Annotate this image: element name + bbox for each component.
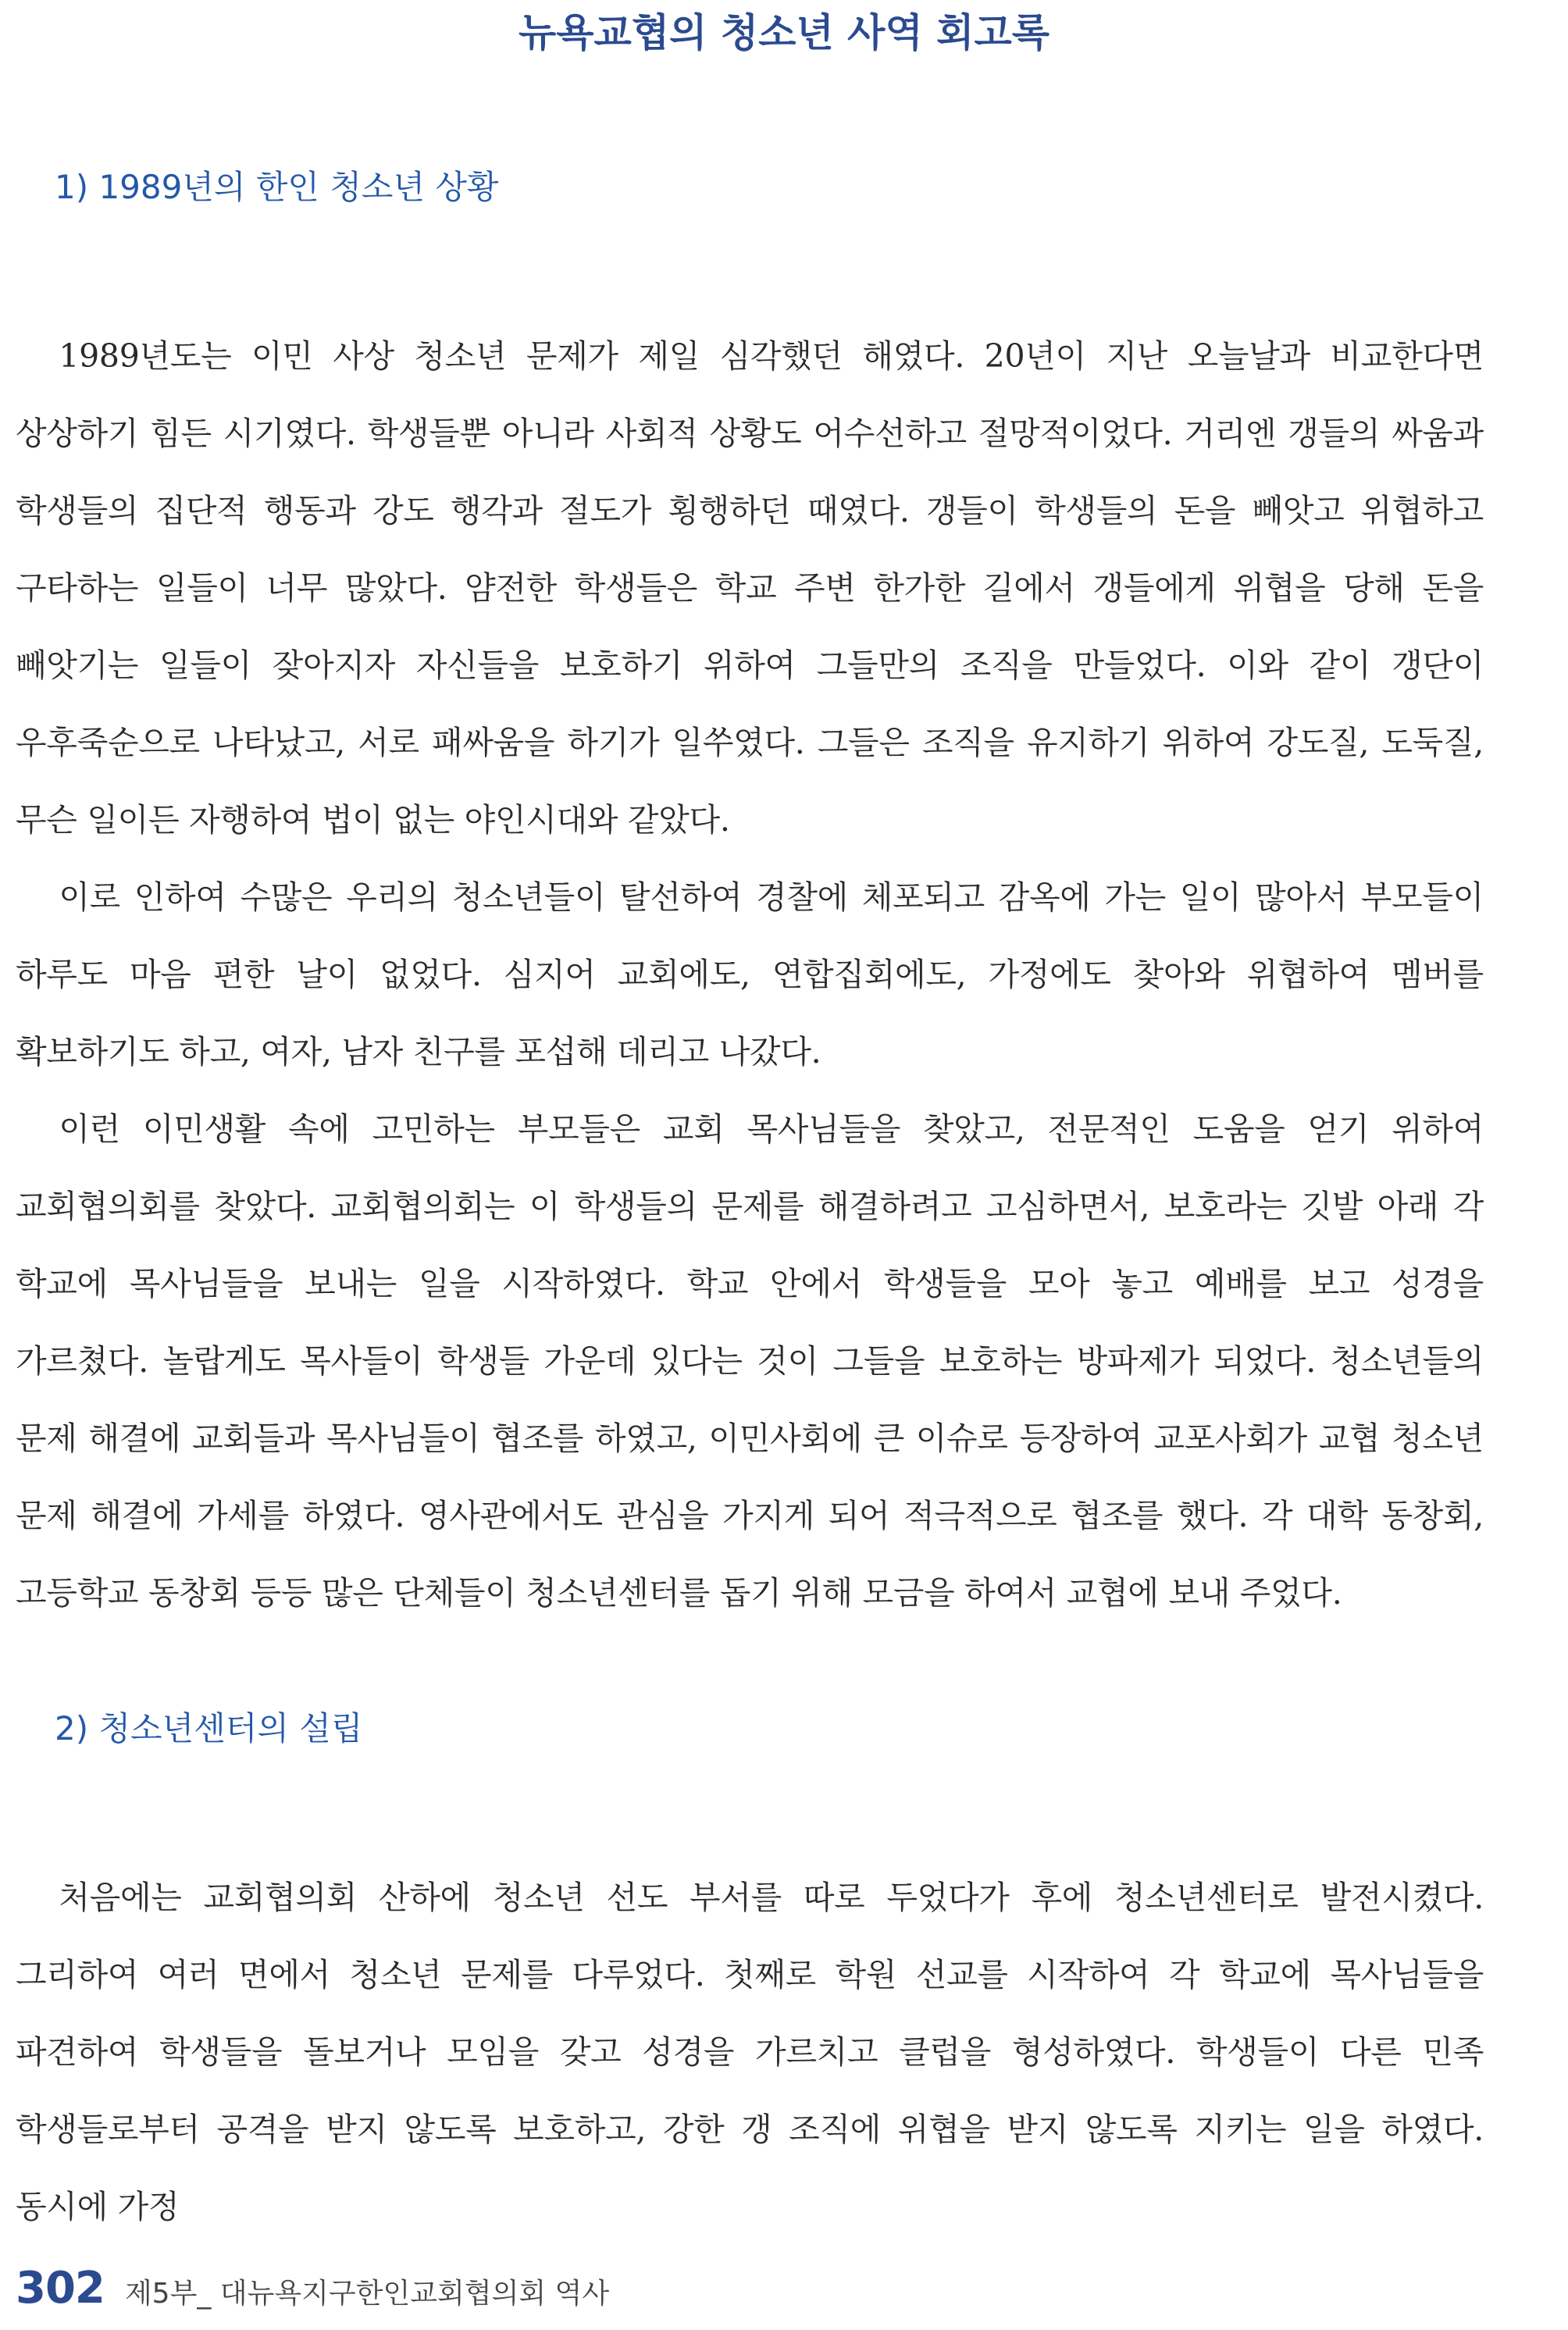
- footer-book-part: 제5부_ 대뉴욕지구한인교회협의회 역사: [124, 2278, 610, 2310]
- page-footer: [16, 2263, 609, 2325]
- page-number: 302: [16, 2263, 105, 2314]
- paragraph: 이런 이민생활 속에 고민하는 부모들은 교회 목사님들을 찾았고, 전문적인 도움을 얻기 위하여 교회협의회를 찾았다. 교회협의회는 이 학생들의 문제를 해결하려고 고심하면서, 보호라는 깃발 아래 각 학교에 목사님들을 보내는 일을 시작하였다. 학교 안에서 학생들을 모아 놓고 예배를 보고 성경을 가르쳤다. 놀랍게도 목사들이 학생들 가운데 있다는 것이 그들을 보호하는 방파제가 되었다. 청소년들의 문제 해결에 교회들과 목사님들이 협조를 하였고, 이민사회에 큰 이슈로 등장하여 교포사회가 교협 청소년 문제 해결에 가세를 하였다. 영사관에서도 관심을 가지게 되어 적극적으로 협조를 했다. 각 대학 동창회, 고등학교 동창회 등등 많은 단체들이 청소년센터를 돕기 위해 모금을 하여서 교협에 보내 주었다.: [16, 1110, 1484, 1612]
- section-2-body: [16, 1859, 1484, 2246]
- section-1-body: [16, 318, 1484, 1632]
- paragraph: 이로 인하여 수많은 우리의 청소년들이 탈선하여 경찰에 체포되고 감옥에 가는 일이 많아서 부모들이 하루도 마음 편한 날이 없었다. 심지어 교회에도, 연합집회에도, 가정에도 찾아와 위협하여 멤버를 확보하기도 하고, 여자, 남자 친구를 포섭해 데리고 나갔다.: [16, 878, 1484, 1071]
- paragraph: 1989년도는 이민 사상 청소년 문제가 제일 심각했던 해였다. 20년이 지난 오늘날과 비교한다면 상상하기 힘든 시기였다. 학생들뿐 아니라 사회적 상황도 어수선하고 절망적이었다. 거리엔 갱들의 싸움과 학생들의 집단적 행동과 강도 행각과 절도가 횡행하던 때였다. 갱들이 학생들의 돈을 빼앗고 위협하고 구타하는 일들이 너무 많았다. 얌전한 학생들은 학교 주변 한가한 길에서 갱들에게 위협을 당해 돈을 빼앗기는 일들이 잦아지자 자신들을 보호하기 위하여 그들만의 조직을 만들었다. 이와 같이 갱단이 우후죽순으로 나타났고, 서로 패싸움을 하기가 일쑤였다. 그들은 조직을 유지하기 위하여 강도질, 도둑질, 무슨 일이든 자행하여 법이 없는 야인시대와 같았다.: [16, 337, 1484, 839]
- section-heading-1: 1) 1989년의 한인 청소년 상황: [55, 168, 499, 206]
- paragraph: 처음에는 교회협의회 산하에 청소년 선도 부서를 따로 두었다가 후에 청소년센터로 발전시켰다. 그리하여 여러 면에서 청소년 문제를 다루었다. 첫째로 학원 선교를 시작하여 각 학교에 목사님들을 파견하여 학생들을 돌보거나 모임을 갖고 성경을 가르치고 클럽을 형성하였다. 학생들이 다른 민족 학생들로부터 공격을 받지 않도록 보호하고, 강한 갱 조직에 위협을 받지 않도록 지키는 일을 하였다. 동시에 가정: [16, 1879, 1484, 2225]
- section-heading-2: 2) 청소년센터의 설립: [55, 1709, 363, 1748]
- page-title: 뉴욕교협의 청소년 사역 회고록: [518, 10, 1050, 55]
